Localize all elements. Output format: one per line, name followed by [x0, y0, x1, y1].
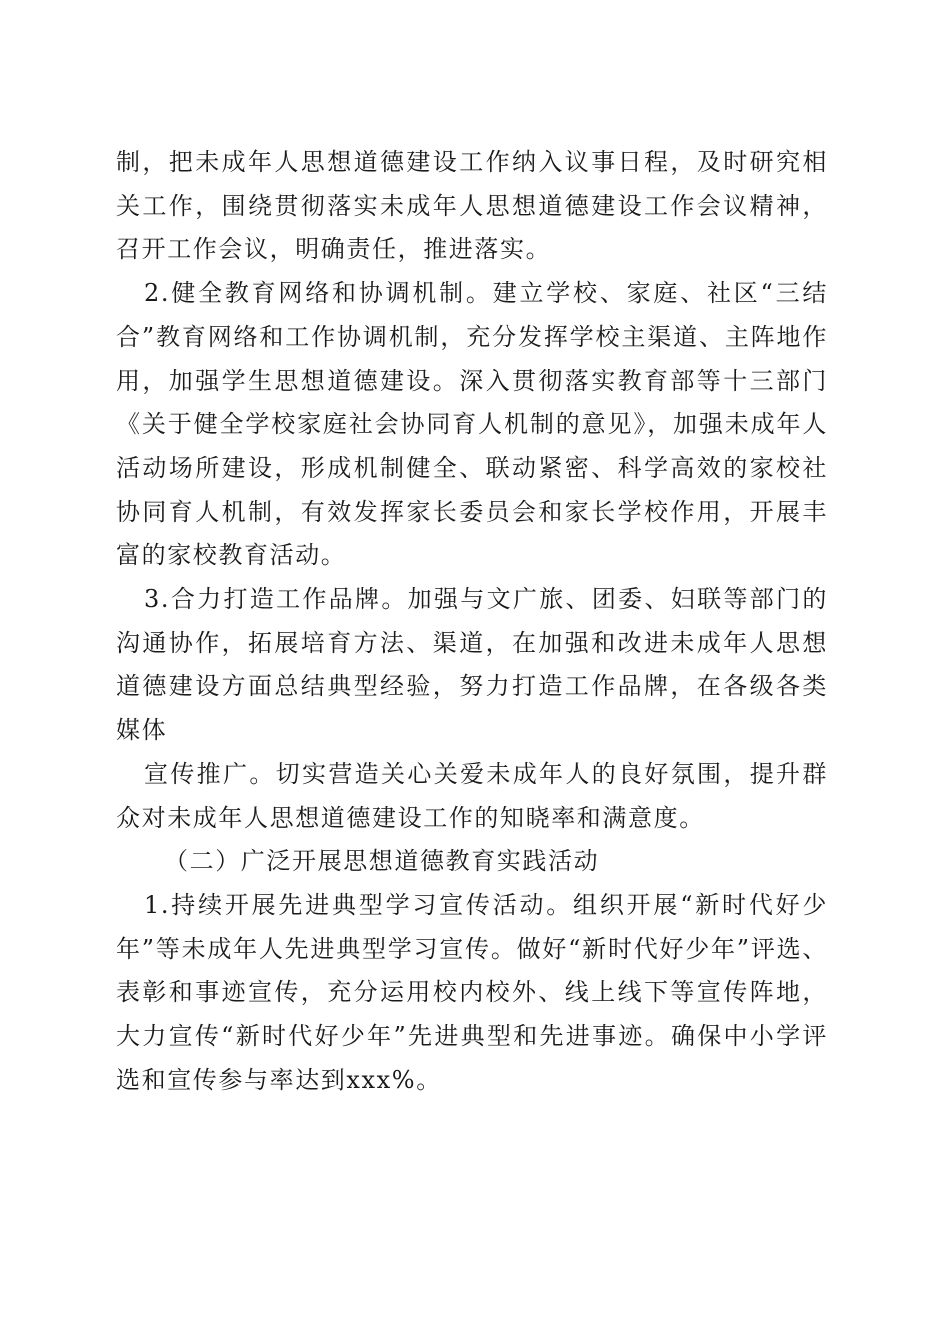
- paragraph-continuation: 制，把未成年人思想道德建设工作纳入议事日程，及时研究相关工作，围绕贯彻落实未成年人思想道德建设工作会议精神，召开工作会议，明确责任，推进落实。: [116, 148, 828, 264]
- paragraph-item-2: 2.健全教育网络和协调机制。建立学校、家庭、社区“三结合”教育网络和工作协调机制，充分发挥学校主渠道、主阵地作用，加强学生思想道德建设。深入贯彻落实教育部等十三部门《关于健全学校家庭社会协同育人机制的意见》，加强未成年人活动场所建设，形成机制健全、联动紧密、科学高效的家校社协同育人机制，有效发挥家长委员会和家长学校作用，开展丰富的家校教育活动。: [116, 279, 828, 570]
- section-heading: （二）广泛开展思想道德教育实践活动: [164, 847, 600, 876]
- document-body: [116, 141, 828, 1102]
- paragraph-item-3: 3.合力打造工作品牌。加强与文广旅、团委、妇联等部门的沟通协作，拓展培育方法、渠道，在加强和改进未成年人思想道德建设方面总结典型经验，努力打造工作品牌，在各级各类媒体: [116, 585, 828, 745]
- paragraph-item-3-continued: 宣传推广。切实营造关心关爱未成年人的良好氛围，提升群众对未成年人思想道德建设工作的知晓率和满意度。: [116, 759, 828, 832]
- paragraph-item-1: 1.持续开展先进典型学习宣传活动。组织开展“新时代好少年”等未成年人先进典型学习宣传。做好“新时代好少年”评选、表彰和事迹宣传，充分运用校内校外、线上线下等宣传阵地，大力宣传“新时代好少年”先进典型和先进事迹。确保中小学评选和宣传参与率达到xxx%。: [116, 890, 828, 1094]
